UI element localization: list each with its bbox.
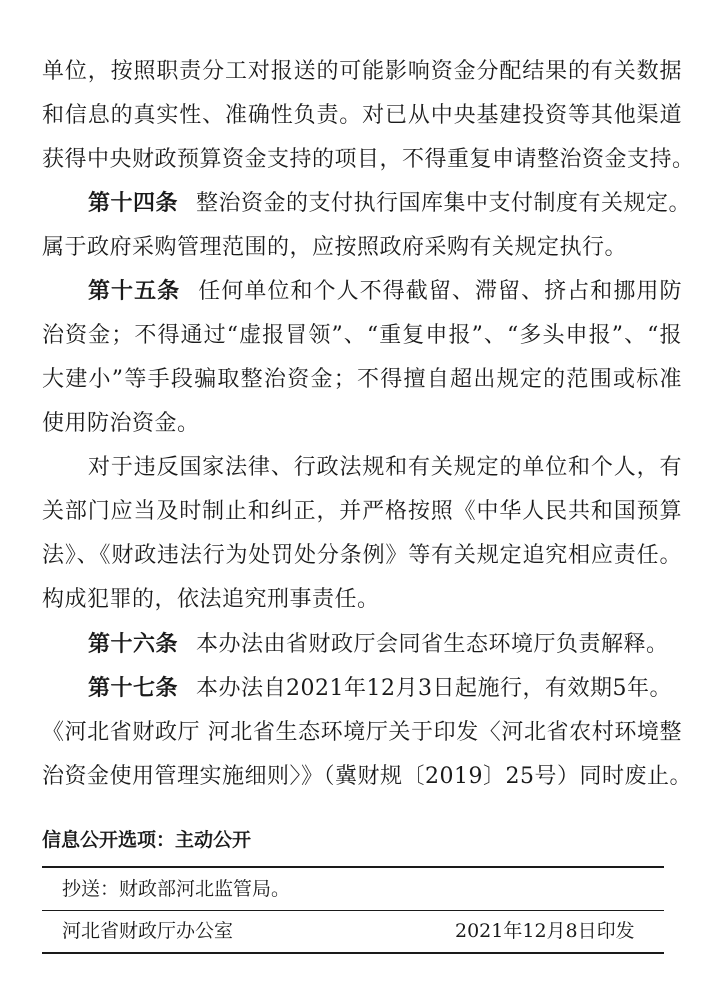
cc-line: 抄送：财政部河北监管局。 <box>62 878 291 900</box>
body-line: 法》、《财政违法行为处罚处分条例》等有关规定追究相应责任。 <box>42 543 682 568</box>
body-line: 单位，按照职责分工对报送的可能影响资金分配结果的有关数据 <box>42 59 682 84</box>
body-line: 《河北省财政厅 河北省生态环境厅关于印发〈河北省农村环境整 <box>42 720 682 745</box>
footer-rule-top <box>42 866 664 868</box>
body-line: 属于政府采购管理范围的，应按照政府采购有关规定执行。 <box>42 235 628 260</box>
body-line: 获得中央财政预算资金支持的项目，不得重复申请整治资金支持。 <box>42 147 695 172</box>
article-17 <box>88 674 682 704</box>
body-line: 关部门应当及时制止和纠正，并严格按照《中华人民共和国预算 <box>42 499 682 524</box>
body-line: 使用防治资金。 <box>42 411 200 436</box>
article-14-text: 整治资金的支付执行国库集中支付制度有关规定。 <box>196 191 692 216</box>
article-15 <box>88 277 682 307</box>
issue-date: 2021年12月8日印发 <box>455 920 635 942</box>
disclosure-option: 信息公开选项：主动公开 <box>42 829 252 851</box>
article-15-text: 任何单位和个人不得截留、滞留、挤占和挪用防 <box>198 279 682 304</box>
body-line: 构成犯罪的，依法追究刑事责任。 <box>42 587 380 612</box>
article-16-label: 第十六条 <box>88 632 179 657</box>
footer-rule-bottom <box>42 952 664 954</box>
article-16-text: 本办法由省财政厅会同省生态环境厅负责解释。 <box>196 632 669 657</box>
article-14-label: 第十四条 <box>88 191 179 216</box>
article-15-label: 第十五条 <box>88 279 181 304</box>
body-line: 大建小”等手段骗取整治资金；不得擅自超出规定的范围或标准 <box>42 367 682 392</box>
footer-rule-middle <box>42 910 664 911</box>
article-14 <box>88 189 692 219</box>
article-17-label: 第十七条 <box>88 676 179 701</box>
body-line: 对于违反国家法律、行政法规和有关规定的单位和个人，有 <box>88 455 682 480</box>
body-line: 治资金；不得通过“虚报冒领”、“重复申报”、“多头申报”、“报 <box>42 323 682 348</box>
issuer: 河北省财政厅办公室 <box>62 920 234 942</box>
article-16 <box>88 630 682 660</box>
body-line: 治资金使用管理实施细则〉》（冀财规〔2019〕25号）同时废止。 <box>42 764 692 789</box>
body-line: 和信息的真实性、准确性负责。对已从中央基建投资等其他渠道 <box>42 103 682 128</box>
article-17-text: 本办法自2021年12月3日起施行，有效期5年。 <box>196 676 672 701</box>
